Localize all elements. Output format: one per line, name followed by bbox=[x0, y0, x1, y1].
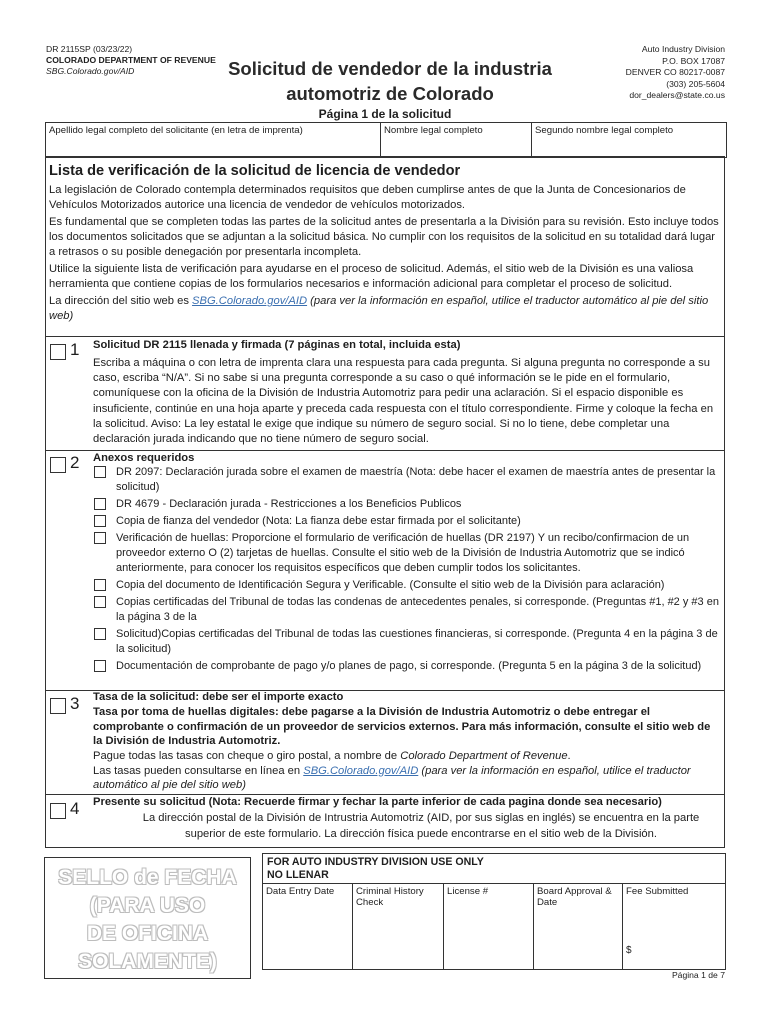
website-note: (para ver la información en español, utilice el traductor automático al pie del sitio web) bbox=[49, 295, 709, 322]
section-3 bbox=[46, 691, 724, 795]
column-label: Fee Submitted bbox=[626, 886, 689, 897]
annex-item bbox=[93, 531, 723, 576]
column-label: License # bbox=[447, 886, 489, 897]
section-2 bbox=[46, 451, 724, 691]
first-name-label: Nombre legal completo bbox=[384, 125, 483, 136]
form-title bbox=[220, 56, 560, 106]
column-label: Board Approval & Date bbox=[537, 886, 612, 908]
annex-text: Documentación de comprobante de pago y/o planes de pago, si corresponde. (Pregunta 5 en la página 3 de la solicitud) bbox=[116, 660, 702, 672]
annex-item bbox=[93, 659, 723, 674]
form-id: DR 2115SP (03/23/22) bbox=[46, 44, 133, 54]
division-name: Auto Industry Division bbox=[641, 44, 725, 54]
email[interactable]: dor_dealers@state.co.us bbox=[629, 90, 725, 100]
data-entry-date-field[interactable] bbox=[263, 884, 353, 969]
header-left bbox=[46, 44, 216, 77]
page-footer: Página 1 de 7 bbox=[671, 970, 725, 980]
po-box: P.O. BOX 17087 bbox=[662, 55, 725, 66]
division-address bbox=[535, 44, 725, 102]
section-4-number: 4 bbox=[70, 799, 80, 818]
criminal-history-field[interactable] bbox=[353, 884, 444, 969]
annex-checkbox[interactable] bbox=[94, 579, 106, 591]
intro-section bbox=[46, 157, 724, 337]
section-2-number: 2 bbox=[70, 453, 80, 472]
section-3-number: 3 bbox=[70, 694, 80, 713]
annex-checkbox[interactable] bbox=[94, 515, 106, 527]
annex-text: Copia de fianza del vendedor (Nota: La fianza debe estar firmada por el solicitante) bbox=[116, 515, 521, 527]
section-3-checkbox[interactable] bbox=[50, 698, 66, 714]
stamp-line-4: SOLAMENTE) bbox=[78, 950, 217, 973]
section-3-title: Tasa de la solicitud: debe ser el importe exacto bbox=[93, 691, 344, 703]
stamp-line-3: DE OFICINA bbox=[86, 922, 209, 945]
title-line-1: Solicitud de vendedor de la industria bbox=[228, 58, 552, 79]
annex-checkbox[interactable] bbox=[94, 660, 106, 672]
section-3-fingerprint-fee: Tasa por toma de huellas digitales: debe pagarse a la División de Industria Automotriz o debe entregar el comprobante o confirmación de un proveedor de servicios externos. Para más información, consulte el sitio web de la División de Industria Automotriz. bbox=[93, 706, 711, 748]
middle-name-field[interactable] bbox=[532, 123, 726, 157]
dollar-sign: $ bbox=[626, 945, 632, 956]
annex-item bbox=[93, 578, 723, 593]
payee-name: Colorado Department of Revenue bbox=[400, 750, 568, 762]
license-number-field[interactable] bbox=[444, 884, 534, 969]
section-3-payment bbox=[93, 749, 719, 793]
section-1 bbox=[46, 337, 724, 451]
office-use-table bbox=[262, 853, 726, 970]
intro-paragraph-2: Es fundamental que se completen todas las partes de la solicitud antes de presentarla a la División para su revisión. Esto incluye todos los documentos solicitados que se adjuntan a la solicitud básica. No cumplir con los requisitos de la solicitud en su totalidad dará lugar a retrasos o su posible denegación por presentarla incompleta. bbox=[49, 216, 719, 258]
annex-item bbox=[93, 514, 723, 529]
header-website[interactable]: SBG.Colorado.gov/AID bbox=[46, 66, 135, 76]
office-use-subtitle: NO LLENAR bbox=[267, 869, 329, 881]
phone: (303) 205-5604 bbox=[666, 78, 725, 89]
annex-text: Solicitud)Copias certificadas del Tribunal de todas las cuestiones financieras, si corresponde. (Pregunta 4 en la página 3 de la solicitud) bbox=[116, 628, 718, 655]
date-stamp-text bbox=[45, 864, 250, 976]
column-label: Data Entry Date bbox=[266, 886, 335, 897]
annex-checkbox[interactable] bbox=[94, 498, 106, 510]
fees-prefix: Las tasas pueden consultarse en línea en bbox=[93, 764, 304, 777]
last-name-label: Apellido legal completo del solicitante (en letra de imprenta) bbox=[49, 125, 303, 136]
intro-paragraph-3: Utilice la siguiente lista de verificación para ayudarse en el proceso de solicitud. Además, el sitio web de la División es una valiosa herramienta que contiene copias de los formularios necesarios e información adicional para completar el proceso de solicitud. bbox=[49, 263, 694, 290]
section-4-checkbox[interactable] bbox=[50, 803, 66, 819]
stamp-line-2: (PARA USO bbox=[89, 894, 206, 917]
annex-text: DR 4679 - Declaración jurada - Restricciones a los Beneficios Publicos bbox=[116, 498, 462, 510]
section-1-title: Solicitud DR 2115 llenada y firmada (7 páginas en total, incluida esta) bbox=[93, 339, 461, 351]
website-prefix: La dirección del sitio web es bbox=[49, 295, 193, 307]
department-name: COLORADO DEPARTMENT OF REVENUE bbox=[46, 55, 216, 65]
section-1-body: Escriba a máquina o con letra de imprenta clara una respuesta para cada pregunta. Si alguna pregunta no corresponde a su caso, escriba “N/A”. Si no sabe si una pregunta corresponde a su caso o qué información se le pide en el formulario, comuníquese con la oficina de la División de Industria Automotriz para pedir una aclaración. Si el espacio disponible es insuficiente, continúe en una hoja aparte y preceda cada respuesta con el título correspondiente. Firme y coloque la fecha en la solicitud. Aviso: La ley estatal le exige que indique su número de seguro social. Si no lo tiene, debe completar una declaración jurada indicando que no tiene número de seguro social. bbox=[93, 357, 714, 446]
payment-suffix: . bbox=[567, 750, 571, 762]
annex-text: Verificación de huellas: Proporcione el formulario de verificación de huellas (DR 2197) Y un recibo/confirmacion de un proveedor externo O (2) tarjetas de huellas. Consulte el sitio web de la División de Industria Automotriz que se indicó anteriormente, para conocer los requisitos específicos que deben cumplir todos los solicitantes. bbox=[116, 532, 690, 574]
section-4-body: La dirección postal de la División de Intrustria Automotriz (AID, por sus siglas en inglés) se encuentra en la parte superior de este formulario. La dirección física puede encontrarse en el sitio web de la División. bbox=[142, 812, 700, 840]
office-use-header bbox=[263, 854, 725, 884]
payment-prefix: Pague todas las tasas con cheque o giro postal, a nombre de bbox=[93, 750, 401, 762]
office-use-title: FOR AUTO INDUSTRY DIVISION USE ONLY bbox=[267, 856, 484, 868]
page-label: Página 1 de la solicitud bbox=[318, 107, 452, 121]
office-use-columns bbox=[263, 884, 725, 969]
annex-item bbox=[93, 595, 723, 625]
title-line-2: automotriz de Colorado bbox=[286, 83, 494, 104]
annex-checkbox[interactable] bbox=[94, 628, 106, 640]
website-link[interactable]: SBG.Colorado.gov/AID bbox=[192, 295, 308, 307]
section-2-title: Anexos requeridos bbox=[93, 452, 195, 464]
section-4 bbox=[46, 795, 724, 847]
fees-link[interactable]: SBG.Colorado.gov/AID bbox=[303, 764, 419, 777]
stamp-line-1: SELLO de FECHA bbox=[58, 866, 237, 889]
annex-checkbox[interactable] bbox=[94, 532, 106, 544]
annex-item bbox=[93, 627, 723, 657]
intro-paragraph-4 bbox=[49, 294, 721, 324]
section-4-title: Presente su solicitud (Nota: Recuerde firmar y fechar la parte inferior de cada pagina donde sea necesario) bbox=[93, 796, 662, 808]
section-1-number: 1 bbox=[70, 340, 80, 359]
column-label: Criminal History Check bbox=[356, 886, 424, 908]
section-2-checkbox[interactable] bbox=[50, 457, 66, 473]
annex-text: DR 2097: Declaración jurada sobre el examen de maestría (Nota: debe hacer el examen de maestría antes de presentar la solicitud) bbox=[116, 466, 716, 493]
annex-checkbox[interactable] bbox=[94, 466, 106, 478]
fee-submitted-field[interactable] bbox=[623, 884, 725, 969]
date-stamp-box bbox=[44, 857, 251, 979]
annex-item bbox=[93, 497, 723, 512]
section-1-checkbox[interactable] bbox=[50, 344, 66, 360]
city-zip: DENVER CO 80217-0087 bbox=[625, 67, 725, 77]
annex-text: Copias certificadas del Tribunal de todas las condenas de antecedentes penales, si corresponde. (Preguntas #1, #2 y #3 en la página 3 de la bbox=[116, 596, 719, 623]
first-name-field[interactable] bbox=[381, 123, 532, 157]
board-approval-field[interactable] bbox=[534, 884, 623, 969]
last-name-field[interactable] bbox=[46, 123, 381, 157]
annex-list bbox=[93, 465, 723, 676]
checklist-heading: Lista de verificación de la solicitud de licencia de vendedor bbox=[49, 163, 461, 179]
annex-item bbox=[93, 465, 723, 495]
intro-paragraph-1: La legislación de Colorado contempla determinados requisitos que deben cumplirse antes de que la Junta de Concesionarios de Vehículos Motorizados autorice una licencia de vendedor de vehículos motorizados. bbox=[49, 184, 686, 211]
middle-name-label: Segundo nombre legal completo bbox=[535, 125, 674, 136]
applicant-name-row bbox=[45, 122, 727, 158]
annex-checkbox[interactable] bbox=[94, 596, 106, 608]
fees-note: (para ver la información en español, utilice el traductor automático al pie del sitio web) bbox=[93, 764, 691, 792]
checklist bbox=[45, 156, 725, 848]
annex-text: Copia del documento de Identificación Segura y Verificable. (Consulte el sitio web de la División para aclaración) bbox=[116, 579, 665, 591]
